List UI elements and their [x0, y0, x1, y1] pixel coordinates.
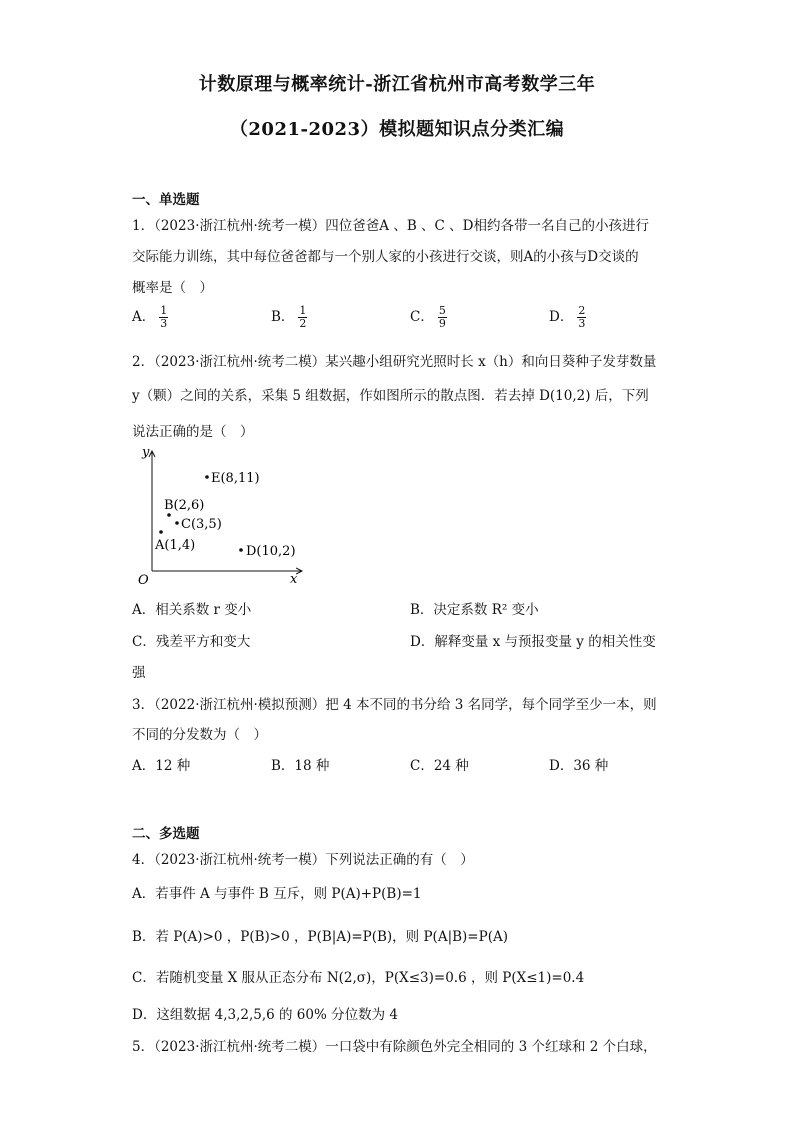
q4-option-d[interactable]: D．这组数据 4,3,2,5,6 的 60% 分位数为 4: [132, 1007, 398, 1023]
option-label: B．: [271, 309, 295, 325]
fraction: [577, 305, 586, 330]
point-e-label: E(8,11): [211, 471, 260, 486]
point-c: [175, 521, 179, 525]
q3-option-a[interactable]: A．12 种: [132, 758, 191, 774]
denominator: 2: [299, 317, 307, 330]
scatter-plot-figure: [130, 443, 310, 588]
numerator: 1: [160, 304, 168, 317]
fraction: [298, 305, 307, 330]
y-axis-label: y: [142, 445, 150, 460]
q1-stem-line-1: 1．（2023·浙江杭州·统考一模）四位爸爸A 、B 、C 、D相约各带一名自己的小孩进行: [132, 218, 649, 234]
point-a-label: A(1,4): [155, 538, 196, 553]
point-b: [167, 513, 171, 517]
point-e: [205, 475, 209, 479]
q4-option-a[interactable]: A．若事件 A 与事件 B 互斥，则 P(A)+P(B)=1: [132, 886, 422, 902]
section-heading-single-choice: 一、单选题: [132, 192, 200, 208]
point-c-label: C(3,5): [181, 517, 222, 532]
option-label: A．: [132, 309, 156, 325]
numerator: 1: [299, 304, 307, 317]
q2-option-c[interactable]: C．残差平方和变大: [132, 634, 251, 650]
q1-option-b[interactable]: [271, 305, 307, 330]
q2-stem-line-3: 说法正确的是（ ）: [132, 424, 254, 440]
q4-option-b[interactable]: B．若 P(A)>0 ，P(B)>0 ，P(B|A)=P(B)，则 P(A|B)=P(A): [132, 929, 508, 945]
q3-option-d[interactable]: D．36 种: [549, 758, 609, 774]
denominator: 9: [438, 317, 446, 330]
section-heading-multiple-choice: 二、多选题: [132, 826, 200, 842]
point-d-label: D(10,2): [246, 544, 296, 559]
denominator: 3: [160, 317, 168, 330]
numerator: 2: [578, 304, 586, 317]
q3-option-c[interactable]: C．24 种: [410, 758, 469, 774]
option-label: D．: [549, 309, 574, 325]
fraction: [438, 305, 447, 330]
q4-stem-line-1: 4．（2023·浙江杭州·统考一模）下列说法正确的有（ ）: [132, 852, 474, 868]
q3-stem-line-2: 不同的分发数为（ ）: [132, 727, 267, 743]
q1-stem-line-3: 概率是（ ）: [132, 280, 213, 296]
point-a: [159, 530, 163, 534]
q2-option-d-continued: 强: [132, 665, 146, 681]
denominator: 3: [578, 317, 586, 330]
q5-stem-line-1: 5．（2023·浙江杭州·统考二模）一口袋中有除颜色外完全相同的 3 个红球和 2 个白球，: [132, 1039, 657, 1055]
numerator: 5: [438, 304, 446, 317]
option-label: C．: [410, 309, 434, 325]
q1-stem-line-2: 交际能力训练，其中每位爸爸都与一个别人家的小孩进行交谈，则A的小孩与D交谈的: [132, 249, 639, 265]
q2-stem-line-2: y（颗）之间的关系，采集 5 组数据，作如图所示的散点图．若去掉 D(10,2) 后，下列: [132, 388, 649, 404]
q4-option-c[interactable]: C．若随机变量 X 服从正态分布 N(2,σ)，P(X≤3)=0.6 ，则 P(X≤1)=0.4: [132, 970, 585, 986]
x-axis-label: x: [290, 572, 298, 587]
origin-label: O: [138, 573, 149, 588]
document-title-line-2: （2021-2023）模拟题知识点分类汇编: [229, 119, 565, 140]
q2-option-b[interactable]: B．决定系数 R² 变小: [410, 602, 539, 618]
point-d: [239, 548, 243, 552]
q1-option-d[interactable]: [549, 305, 586, 330]
q2-option-d[interactable]: D．解释变量 x 与预报变量 y 的相关性变: [410, 634, 656, 650]
fraction: [159, 305, 168, 330]
q3-option-b[interactable]: B．18 种: [271, 758, 330, 774]
point-b-label: B(2,6): [164, 498, 205, 513]
q2-option-a[interactable]: A．相关系数 r 变小: [132, 602, 252, 618]
q2-stem-line-1: 2．（2023·浙江杭州·统考二模）某兴趣小组研究光照时长 x（h）和向日葵种子发芽数量: [132, 354, 657, 370]
q1-option-a[interactable]: [132, 305, 168, 330]
q1-option-c[interactable]: [410, 305, 447, 330]
q3-stem-line-1: 3．（2022·浙江杭州·模拟预测）把 4 本不同的书分给 3 名同学，每个同学至少一本，则: [132, 697, 657, 713]
document-title-line-1: 计数原理与概率统计-浙江省杭州市高考数学三年: [198, 74, 596, 95]
